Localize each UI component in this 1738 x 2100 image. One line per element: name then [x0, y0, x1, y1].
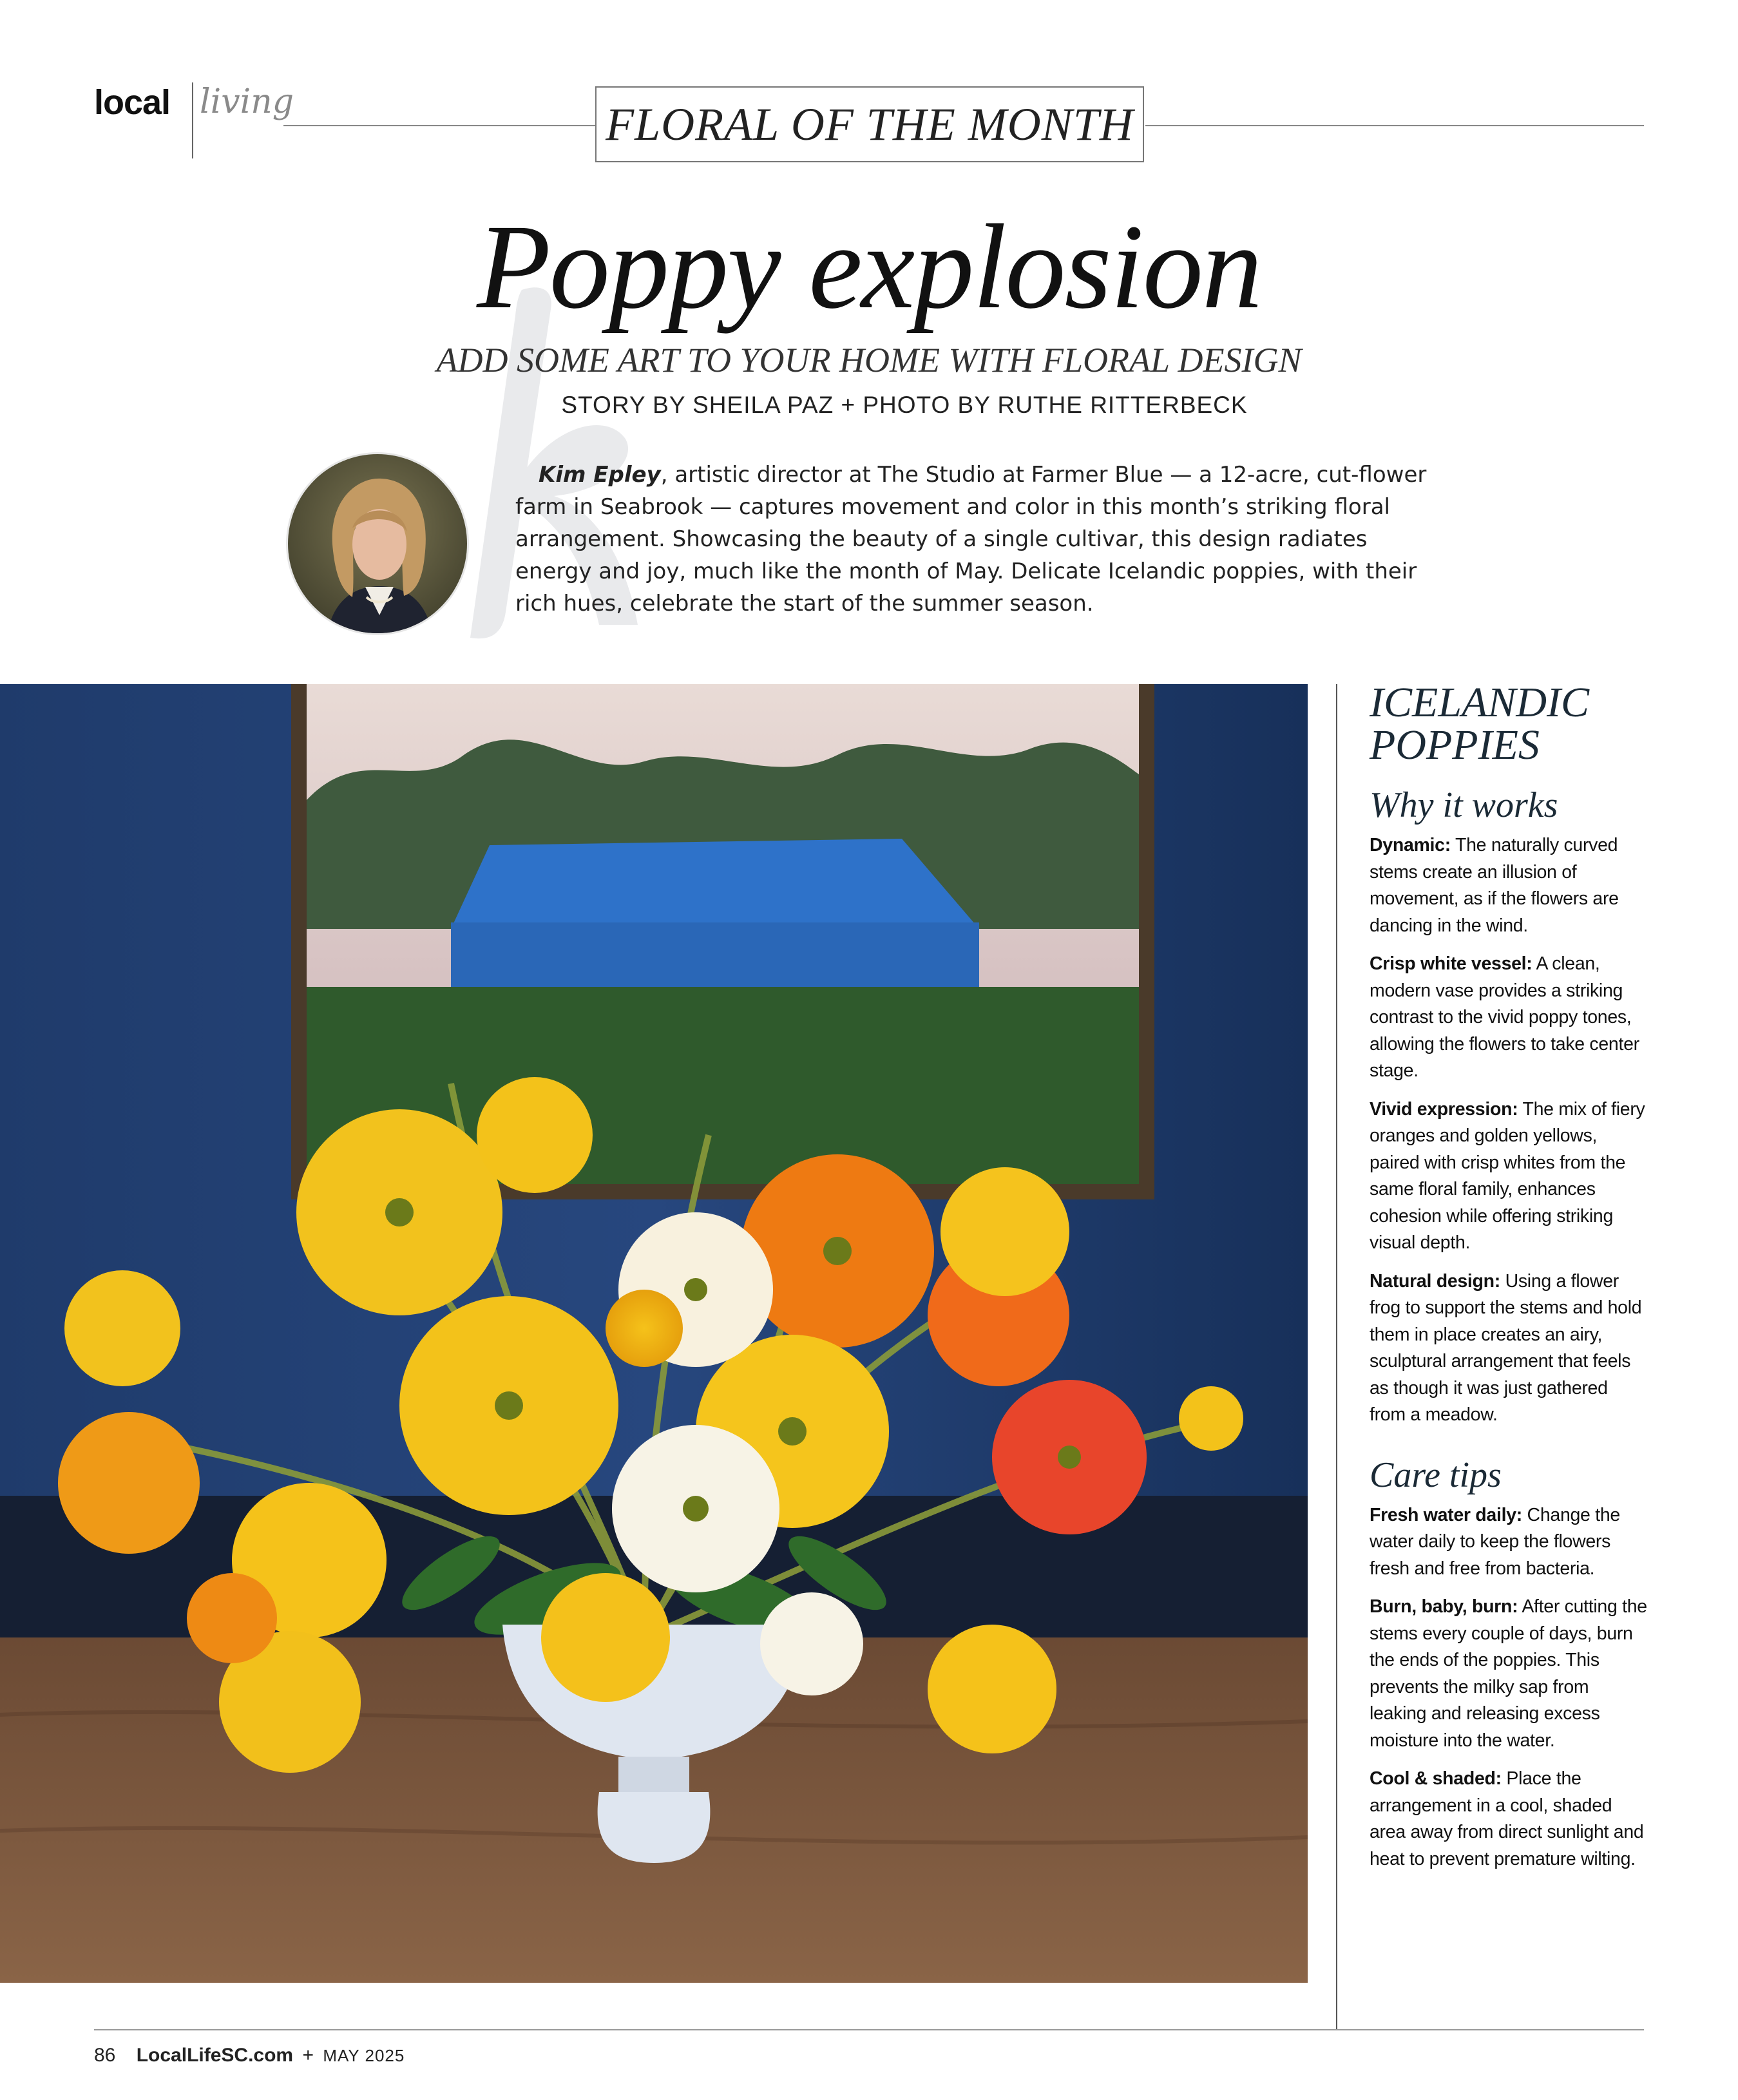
- sidebar-divider: [1336, 684, 1337, 2030]
- footer-separator: +: [302, 2045, 314, 2066]
- why-item: [1370, 1268, 1648, 1429]
- issue-date: MAY 2025: [323, 2046, 405, 2065]
- page-number: 86: [94, 2045, 116, 2066]
- why-item-text: Using a flower frog to support the stems and hold them in place creates an airy, sculptural arrangement that feels as though it was just gathered from a meadow.: [1370, 1270, 1642, 1425]
- brand-logo-living: living: [200, 82, 294, 121]
- care-item-label: Fresh water daily:: [1370, 1504, 1522, 1525]
- article-title: Poppy explosion: [477, 199, 1261, 334]
- page-footer: [94, 2045, 405, 2067]
- why-item-label: Vivid expression:: [1370, 1098, 1518, 1120]
- sidebar-heading-line2: POPPIES: [1370, 721, 1540, 768]
- why-item-label: Dynamic:: [1370, 835, 1451, 855]
- why-item-label: Crisp white vessel:: [1370, 953, 1533, 974]
- section-label: FLORAL OF THE MONTH: [595, 86, 1144, 162]
- care-item: [1370, 1766, 1648, 1873]
- why-item: [1370, 1096, 1648, 1257]
- article-subtitle: ADD SOME ART TO YOUR HOME WITH FLORAL DESIGN: [436, 341, 1302, 379]
- sidebar: [1370, 679, 1648, 1884]
- care-item-text: Place the arrangement in a cool, shaded area away from direct sunlight and heat to prevent premature wilting.: [1370, 1768, 1644, 1869]
- why-item-text: The naturally curved stems create an illusion of movement, as if the flowers are dancing in the wind.: [1370, 835, 1619, 936]
- care-item-label: Cool & shaded:: [1370, 1768, 1502, 1789]
- intro-text: , artistic director at The Studio at Farmer Blue — a 12-acre, cut-flower farm in Seabrook — captures movement and color in this month’s striking floral arrangement. Showcasing the beauty of a single cultivar, this design radiates energy and joy, much like the month of May. Delicate Icelandic poppies, with their rich hues, celebrate the start of the summer season.: [515, 462, 1427, 616]
- header-rule-left: [283, 125, 595, 126]
- why-it-works-heading: Why it works: [1370, 785, 1558, 825]
- why-item: [1370, 951, 1648, 1085]
- article-intro: [515, 459, 1430, 620]
- care-item-label: Burn, baby, burn:: [1370, 1596, 1518, 1617]
- why-item-label: Natural design:: [1370, 1270, 1500, 1292]
- why-item-text: The mix of fiery oranges and golden yellows, paired with crisp whites from the same floral family, enhances cohesion while offering striking visual depth.: [1370, 1098, 1645, 1253]
- sidebar-heading: [1370, 679, 1648, 768]
- article-byline: STORY BY SHEILA PAZ + PHOTO BY RUTHE RITTERBECK: [561, 392, 1248, 418]
- footer-site-link[interactable]: LocalLifeSC.com: [136, 2045, 294, 2066]
- care-item: [1370, 1594, 1648, 1754]
- brand-divider: [192, 82, 193, 158]
- intro-lead-name: Kim Epley: [539, 462, 661, 488]
- care-item-text: After cutting the stems every couple of days, burn the ends of the poppies. This prevents the milky sap from leaking and releasing excess moisture into the water.: [1370, 1596, 1647, 1751]
- footer-rule: [94, 2029, 1644, 2030]
- why-item-text: A clean, modern vase provides a striking contrast to the vivid poppy tones, allowing the flowers to take center stage.: [1370, 953, 1639, 1081]
- sidebar-heading-line1: ICELANDIC: [1370, 679, 1590, 726]
- poppy-arrangement-photo: [0, 684, 1308, 1983]
- author-portrait: [286, 452, 469, 635]
- care-item-text: Change the water daily to keep the flowers fresh and free from bacteria.: [1370, 1504, 1620, 1579]
- header-rule-right: [1145, 125, 1644, 126]
- care-tips-heading: Care tips: [1370, 1455, 1502, 1495]
- care-item: [1370, 1502, 1648, 1583]
- why-item: [1370, 832, 1648, 939]
- brand-logo-local: local: [94, 83, 171, 122]
